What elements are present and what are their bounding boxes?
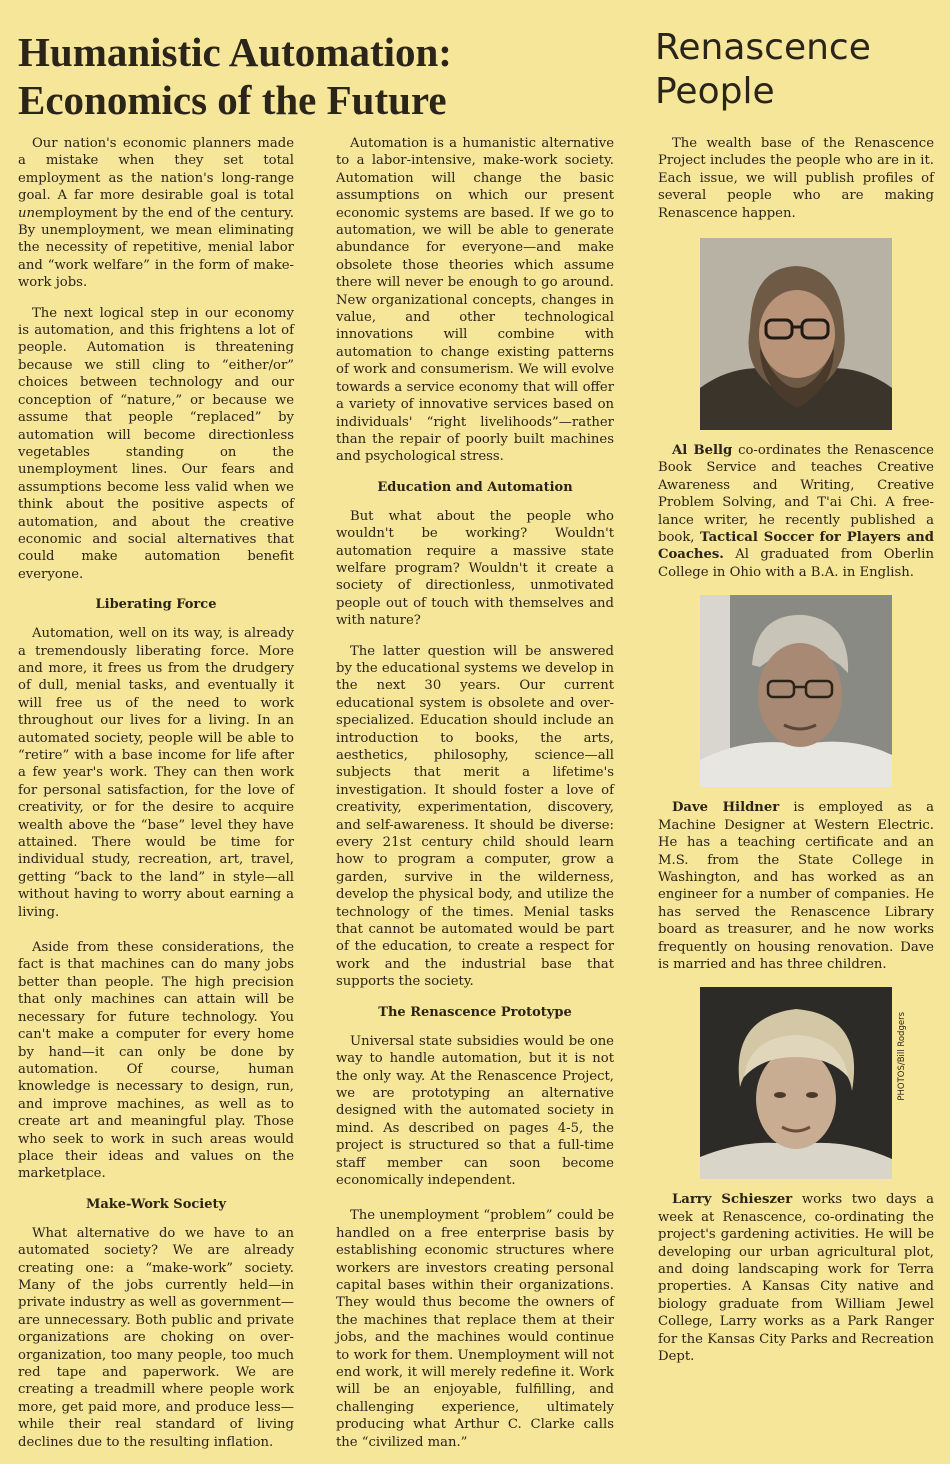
- paragraph: Aside from these considerations, the fact is that machines can do many jobs better than people. The high precision that only machines can attain will be necessary for future technology. You can't make a computer for every home by hand—it can only be done by automation. Of course, human knowledge is necessary to design, run, and improve machines, as well as to create art and meaningful play. Those who seek to work in such areas would place their ideas and values on the marketplace.: [18, 940, 294, 1182]
- emphasis: un: [18, 205, 35, 221]
- article-title-line2: Economics of the Future: [18, 77, 447, 123]
- text-run: employment by the end of the century. By unemployment, we mean eliminating the necessity of repetitive, menial labor and “work welfare” in the form of make-work jobs.: [18, 205, 294, 291]
- profile-name: Dave Hildner: [672, 800, 780, 816]
- article-column-2: [336, 135, 614, 1464]
- portrait-photo-dave-hildner: [700, 595, 892, 787]
- sidebar-title: [655, 26, 945, 114]
- text-run: Our nation's economic planners made a mistake when they set total employment as the nation's long-range goal. A far more desirable goal is total: [18, 136, 294, 204]
- sidebar-title-line1: Renascence: [655, 27, 871, 68]
- paragraph: Automation is a humanistic alternative to a labor-intensive, make-work society. Automation will change the basic assumptions on which our present economic systems are based. If we go to automation, we will be able to generate abundance for everyone—and make obsolete those theories which assume there will never be enough to go around. New organizational concepts, changes in value, and other technological innovations will combine with automation to change existing patterns of work and consumerism. We will evolve towards a service economy that will offer a variety of innovative services based on individuals' “right livelihoods”—rather than the repair of poorly built machines and psychological stress.: [336, 136, 614, 465]
- paragraph: But what about the people who wouldn't be working? Wouldn't automation require a massive state welfare program? Wouldn't it create a society of directionless, unmotivated people out of touch with themselves and with nature?: [336, 508, 614, 629]
- profile-text: [658, 442, 934, 581]
- book-title: Tactical Soccer for Players and Coaches.: [658, 530, 934, 563]
- profile-dave-hildner: [658, 595, 934, 973]
- text-run: Al graduated from Oberlin College in Ohio with a B.A. in English.: [658, 547, 934, 580]
- profile-name: Larry Schieszer: [672, 1192, 793, 1208]
- article-column-1: [18, 135, 294, 1464]
- profile-text: [658, 799, 934, 973]
- paragraph: The next logical step in our economy is automation, and this frightens a lot of people. Automation is threatening because we still cling to “either/or” choices between technology and our conception of “nature,” or because we assume that people “replaced” by automation will become directionless vegetables standing on the unemployment lines. Our fears and assumptions become less valid when we think about the positive aspects of automation, and about the creative economic and social alternatives that could make automation benefit everyone.: [18, 305, 294, 582]
- text-run: works two days a week at Renascence, co-ordinating the project's gardening activities. He will be developing our urban agricultural plot, and doing landscaping work for Terra properties. A Kansas City native and biology graduate from William Jewel College, Larry works as a Park Ranger for the Kansas City Parks and Recreation Dept.: [658, 1192, 934, 1364]
- paragraph: [18, 135, 294, 292]
- portrait-photo-al-bellg: [700, 238, 892, 430]
- section-heading-make-work-society: Make-Work Society: [85, 1196, 227, 1212]
- paragraph: The latter question will be answered by the educational systems we develop in the next 30 years. Our current educational system is obsolete and over-specialized. Education should include an introduction to books, the arts, aesthetics, philosophy, science—all subjects that merit a lifetime's investigation. It should foster a love of creativity, experimentation, discovery, and self-awareness. It should be diverse: every 21st century child should learn how to program a computer, grow a garden, survive in the wilderness, develop the physical body, and utilize the technology of the times. Menial tasks that cannot be automated would be part of the education, to create a respect for work and the industrial base that supports the society.: [336, 643, 614, 990]
- paragraph: Universal state subsidies would be one way to handle automation, but it is not the only way. At the Renascence Project, we are prototyping an alternative designed with the automated society in mind. As described on pages 4-5, the project is structured so that a full-time staff member can soon become economically independent.: [336, 1033, 614, 1188]
- section-heading-liberating-force: Liberating Force: [95, 597, 217, 613]
- profile-text: [658, 1191, 934, 1365]
- article-title: [18, 28, 618, 124]
- portrait-photo-larry-schieszer: [700, 987, 892, 1179]
- profile-name: Al Bellg: [672, 443, 733, 459]
- article-title-line1: Humanistic Automation:: [18, 29, 452, 75]
- sidebar-title-line2: People: [655, 71, 775, 112]
- text-run: is employed as a Machine Designer at Western Electric. He has a teaching certificate and an M.S. from the State College in Washington, and has worked as an engineer for a number of companies. He has served the Renascence Library board as treasurer, and he now works frequently on housing renovation. Dave is married and has three children.: [658, 800, 934, 972]
- paragraph: What alternative do we have to an automated society? We are already creating one: a “make-work” society. Many of the jobs currently held—in private industry as well as government—are unnecessary. Both public and private organizations are choking on over-organization, too many people, too much red tape and paperwork. We are creating a treadmill where people work more, get paid more, and produce less—while their real standard of living declines due to the resulting inflation.: [18, 1225, 294, 1450]
- profiles-column: [658, 135, 934, 1379]
- section-heading-prototype: The Renascence Prototype: [378, 1004, 572, 1020]
- section-heading-education: Education and Automation: [377, 479, 573, 495]
- photo-credit: PHOTOS/Bill Rodgers: [897, 1012, 907, 1101]
- paragraph: Automation, well on its way, is already a tremendously liberating force. More and more, it frees us from the drudgery of dull, menial tasks, and eventually it will free us of the need to work throughout our lives for a living. In an automated society, people will be able to “retire” with a base income for life after a few year's work. They can then work for personal satisfaction, for the love of creativity, or for the desire to acquire wealth above the “base” level they have attained. There would be time for individual study, recreation, art, travel, getting “back to the land” in style—all without having to worry about earning a living.: [18, 626, 294, 920]
- profile-al-bellg: [658, 238, 934, 581]
- profile-larry-schieszer: [658, 987, 934, 1365]
- paragraph: The unemployment “problem” could be handled on a free enterprise basis by establishing economic structures where workers are investors creating personal capital bases within their organizations. They would thus become the owners of the machines that replace them at their jobs, and the machines would continue to work for them. Unemployment will not end work, it will merely redefine it. Work will be an enjoyable, fulfilling, and challenging experience, ultimately producing what Arthur C. Clarke calls the “civilized man.”: [336, 1208, 614, 1450]
- profiles-intro: The wealth base of the Renascence Project includes the people who are in it. Each issue, we will publish profiles of several people who are making Renascence happen.: [658, 136, 934, 221]
- text-run: co-ordinates the Renascence Book Service and teaches Creative Awareness and Writing, Creative Problem Solving, and T'ai Chi. A free-lance writer, he recently published a book,: [658, 443, 934, 546]
